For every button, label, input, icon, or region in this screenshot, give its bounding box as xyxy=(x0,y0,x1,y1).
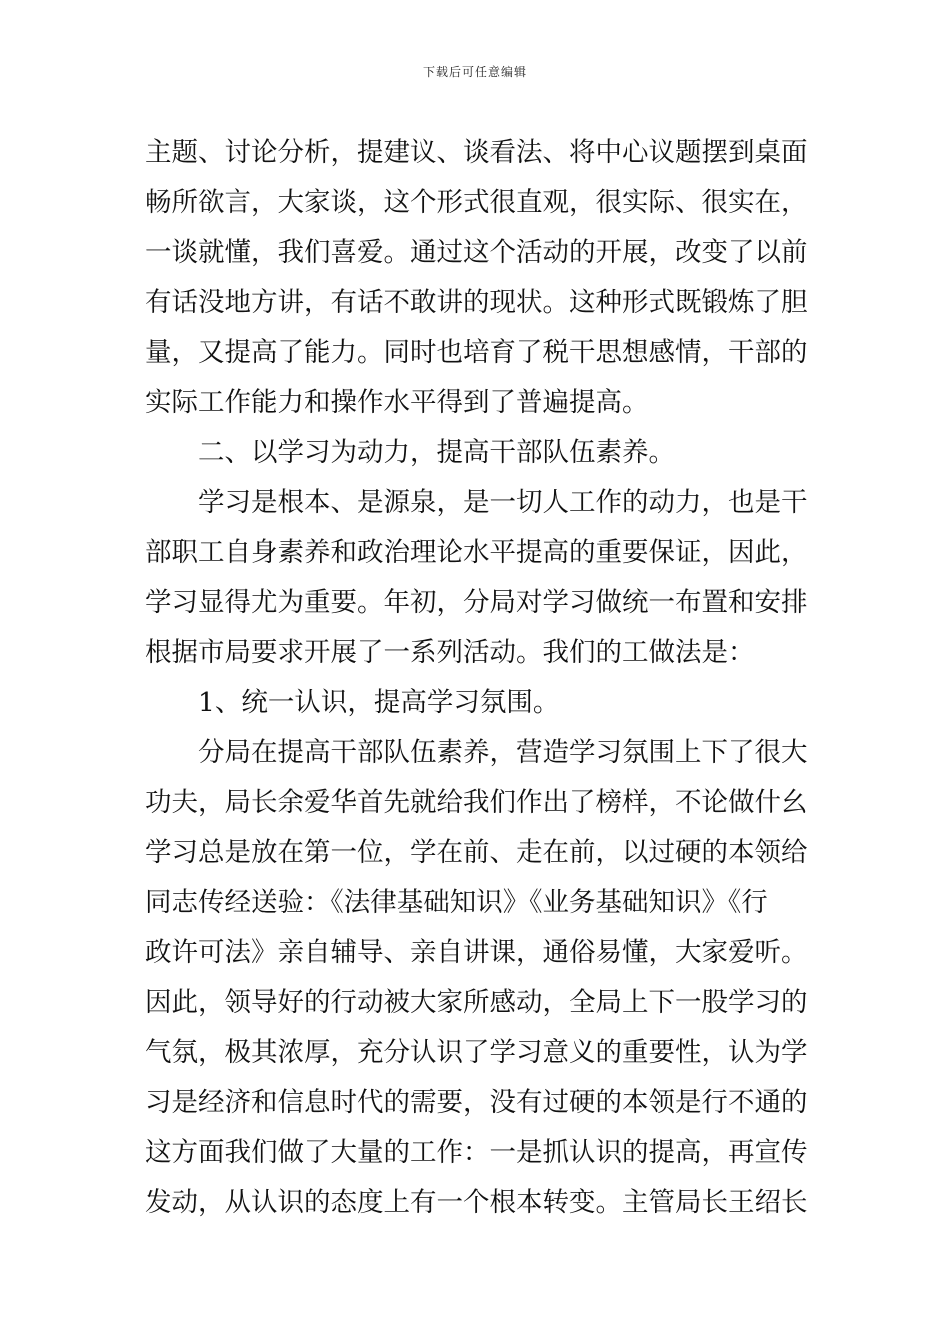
subsection-heading: 1、统一认识，提高学习氛围。 xyxy=(198,687,560,718)
text-line: 畅所欲言，大家谈，这个形式很直观，很实际、很实在， xyxy=(145,187,808,218)
text-line: 部职工自身素养和政治理论水平提高的重要保证，因此， xyxy=(145,537,808,568)
page-header: 下载后可任意编辑 xyxy=(422,65,527,79)
text-line: 发动，从认识的态度上有一个根本转变。主管局长王绍长 xyxy=(145,1187,808,1218)
text-line: 习是经济和信息时代的需要，没有过硬的本领是行不通的 xyxy=(145,1087,808,1118)
paragraph-start: 分局在提高干部队伍素养，营造学习氛围上下了很大 xyxy=(198,737,808,768)
text-line: 实际工作能力和操作水平得到了普遍提高。 xyxy=(145,387,649,418)
text-line: 因此，领导好的行动被大家所感动，全局上下一股学习的 xyxy=(145,987,808,1018)
paragraph-start: 学习是根本、是源泉，是一切人工作的动力，也是干 xyxy=(198,487,808,518)
text-line: 学习显得尤为重要。年初，分局对学习做统一布置和安排 xyxy=(145,587,808,618)
text-line: 功夫，局长余爱华首先就给我们作出了榜样，不论做什幺 xyxy=(145,787,808,818)
text-line: 主题、讨论分析，提建议、谈看法、将中心议题摆到桌面 xyxy=(145,137,808,168)
text-line: 有话没地方讲，有话不敢讲的现状。这种形式既锻炼了胆 xyxy=(145,287,808,318)
text-line: 量，又提高了能力。同时也培育了税干思想感情，干部的 xyxy=(145,337,808,368)
text-line: 一谈就懂，我们喜爱。通过这个活动的开展，改变了以前 xyxy=(145,237,808,268)
text-line: 气氛，极其浓厚，充分认识了学习意义的重要性，认为学 xyxy=(145,1037,808,1068)
text-line: 这方面我们做了大量的工作：一是抓认识的提高，再宣传 xyxy=(145,1137,808,1168)
document-body xyxy=(145,128,810,1228)
text-line: 根据市局要求开展了一系列活动。我们的工做法是： xyxy=(145,637,755,668)
text-line: 同志传经送验：《法律基础知识》《业务基础知识》《行 xyxy=(145,887,768,918)
text-line: 政许可法》亲自辅导、亲自讲课，通俗易懂，大家爱听。 xyxy=(145,937,808,968)
text-line: 学习总是放在第一位，学在前、走在前，以过硬的本领给 xyxy=(145,837,808,868)
section-heading: 二、以学习为动力，提高干部队伍素养。 xyxy=(198,437,675,468)
